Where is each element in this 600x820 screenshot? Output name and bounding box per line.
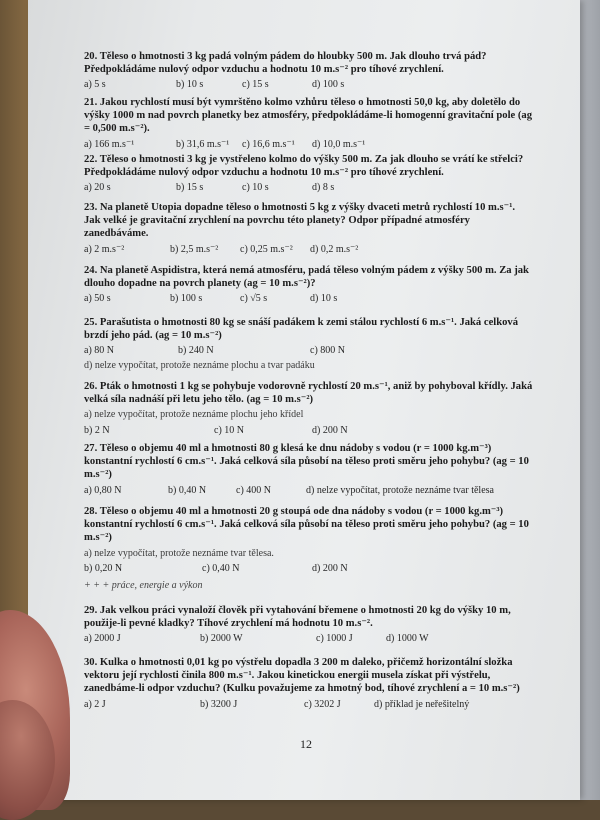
answer-options [84,632,534,645]
option-a: a) nelze vypočítat, protože neznáme plochu jeho křídel [84,409,304,421]
option-b: b) 2 N [84,424,110,436]
option-a: a) 0,80 N [84,484,122,496]
question-text: 26. Pták o hmotnosti 1 kg se pohybuje vodorovně rychlostí 20 m.s⁻¹, aniž by pohyboval křídly. Jaká velká síla nadnáší při letu jeho tělo. (ag = 10 m.s⁻²) [84,381,533,406]
question-text: 28. Těleso o objemu 40 ml a hmotnosti 20 g stoupá ode dna nádoby s vodou (r = 1000 kg.m⁻³) konstantní rychlostí 6 cm.s⁻¹. Jaká celková síla působí na těleso proti směru jeho pohybu? (ag = 10 m.s⁻²) [84,506,529,544]
answer-options [84,181,534,194]
option-c: c) 1000 J [316,633,353,645]
question-text: 25. Parašutista o hmotnosti 80 kg se snáší padákem k zemi stálou rychlostí 6 m.s⁻¹. Jaká celková brzdí jeho pád. (ag = 10 m.s⁻²) [84,317,519,342]
option-a: a) nelze vypočítat, protože neznáme tvar tělesa. [84,547,274,559]
option-c: c) √5 s [240,293,268,305]
answer-options [84,78,534,91]
option-b: b) 31,6 m.s⁻¹ [176,138,230,150]
option-d: d) 8 s [312,182,335,194]
option-c: c) 800 N [310,345,345,357]
option-b: b) 100 s [170,293,203,305]
question-28 [84,505,534,575]
option-c: c) 15 s [242,79,269,91]
option-b: b) 15 s [176,182,204,194]
option-a: a) 2 J [84,698,106,710]
option-b: b) 2,5 m.s⁻² [170,243,219,255]
question-21 [84,96,534,151]
option-b: b) 3200 J [200,698,238,710]
option-b: b) 0,40 N [168,484,207,496]
option-b: b) 10 s [176,79,204,91]
page-number: 12 [300,737,312,751]
answer-options [84,698,534,711]
option-d: d) nelze vypočítat, protože neznáme plochu a tvar padáku [84,360,315,372]
option-c: c) 10 N [214,424,244,436]
option-a: a) 80 N [84,345,114,357]
option-d: d) nelze vypočítat, protože neznáme tvar tělesa [306,484,494,496]
question-text: 20. Těleso o hmotnosti 3 kg padá volným pádem do hloubky 500 m. Jak dlouho trvá pád? Předpokládáme nulový odpor vzduchu a hodnotu 10 m.s⁻² pro tíhové zrychlení. [84,51,487,76]
answer-options [84,344,534,357]
question-text: 27. Těleso o objemu 40 ml a hmotnosti 80 g klesá ke dnu nádoby s vodou (r = 1000 kg.m⁻³) konstantní rychlostí 6 cm.s⁻¹. Jaká celková síla působí na těleso proti směru jeho pohybu? (ag = 10 m.s⁻²) [84,443,529,481]
option-a: a) 50 s [84,293,111,305]
option-c: c) 400 N [236,484,271,496]
answer-options [84,243,534,256]
answer-options [84,484,534,497]
question-27 [84,442,534,497]
option-d: d) 0,2 m.s⁻² [310,243,359,255]
question-text: 24. Na planetě Aspidistra, která nemá atmosféru, padá těleso volným pádem z výšky 500 m. Za jak dlouho dopadne na povrch planety (ag = 10 m.s⁻²)? [84,265,529,290]
option-d: d) 10,0 m.s⁻¹ [312,138,366,150]
option-a: a) 5 s [84,79,106,91]
question-30 [84,656,534,711]
section-heading: + + + práce, energie a výkon [84,580,203,591]
option-c: c) 10 s [242,182,269,194]
option-b: b) 2000 W [200,633,243,645]
option-d: d) 200 N [312,424,348,436]
answer-options [84,424,534,437]
answer-options [84,138,534,151]
option-c: c) 0,40 N [202,562,240,574]
option-a: a) 2 m.s⁻² [84,243,125,255]
option-c: c) 0,25 m.s⁻² [240,243,293,255]
option-c: c) 16,6 m.s⁻¹ [242,138,295,150]
option-d: d) 1000 W [386,633,429,645]
question-20 [84,50,534,91]
question-text: 23. Na planetě Utopia dopadne těleso o hmotnosti 5 kg z výšky dvaceti metrů rychlostí 10 m.s⁻¹. Jak velké je gravitační zrychlení na povrchu této planety? Odpor případné atmosféry zanedbáváme. [84,202,516,240]
answer-options [84,292,534,305]
option-c: c) 3202 J [304,698,341,710]
answer-options [84,562,534,575]
option-d: d) 10 s [310,293,338,305]
question-23 [84,201,534,256]
question-22 [84,153,534,194]
option-d: d) příklad je neřešitelný [374,698,470,710]
question-text: 22. Těleso o hmotnosti 3 kg je vystřeleno kolmo do výšky 500 m. Za jak dlouho se vrátí ke střelci? Předpokládáme nulový odpor vzduchu a hodnotu 10 m.s⁻² pro tíhové zrychlení. [84,154,524,179]
option-b: b) 240 N [178,345,214,357]
option-d: d) 100 s [312,79,345,91]
question-25 [84,316,534,373]
option-d: d) 200 N [312,562,348,574]
option-b: b) 0,20 N [84,562,123,574]
question-text: 21. Jakou rychlostí musí být vymrštěno kolmo vzhůru těleso o hmotnosti 50,0 kg, aby doletělo do výšky 1000 m nad povrch planetky bez atmosféry, předpokládáme-li homogenní gravitační pole (ag = 0,500 m.s⁻²). [84,97,532,135]
question-26 [84,380,534,437]
question-text: 30. Kulka o hmotnosti 0,01 kg po výstřelu dopadla 3 200 m daleko, přičemž horizontální složka vektoru její rychlosti činila 800 m.s⁻¹. Jakou kinetickou energii musela získat při výstřelu, zanedbáme-li odpor vzduchu? (Kulku považujeme za hmotný bod, tíhové zrychlení a = 10 m.s⁻²) [84,657,520,695]
option-a: a) 166 m.s⁻¹ [84,138,135,150]
option-a: a) 20 s [84,182,111,194]
question-24 [84,264,534,305]
question-text: 29. Jak velkou práci vynaloží člověk při vytahování břemene o hmotnosti 20 kg do výšky 10 m, použije-li pevné kladky? Tíhové zrychlení má hodnotu 10 m.s⁻². [84,605,511,630]
option-a: a) 2000 J [84,633,121,645]
question-29 [84,604,534,645]
